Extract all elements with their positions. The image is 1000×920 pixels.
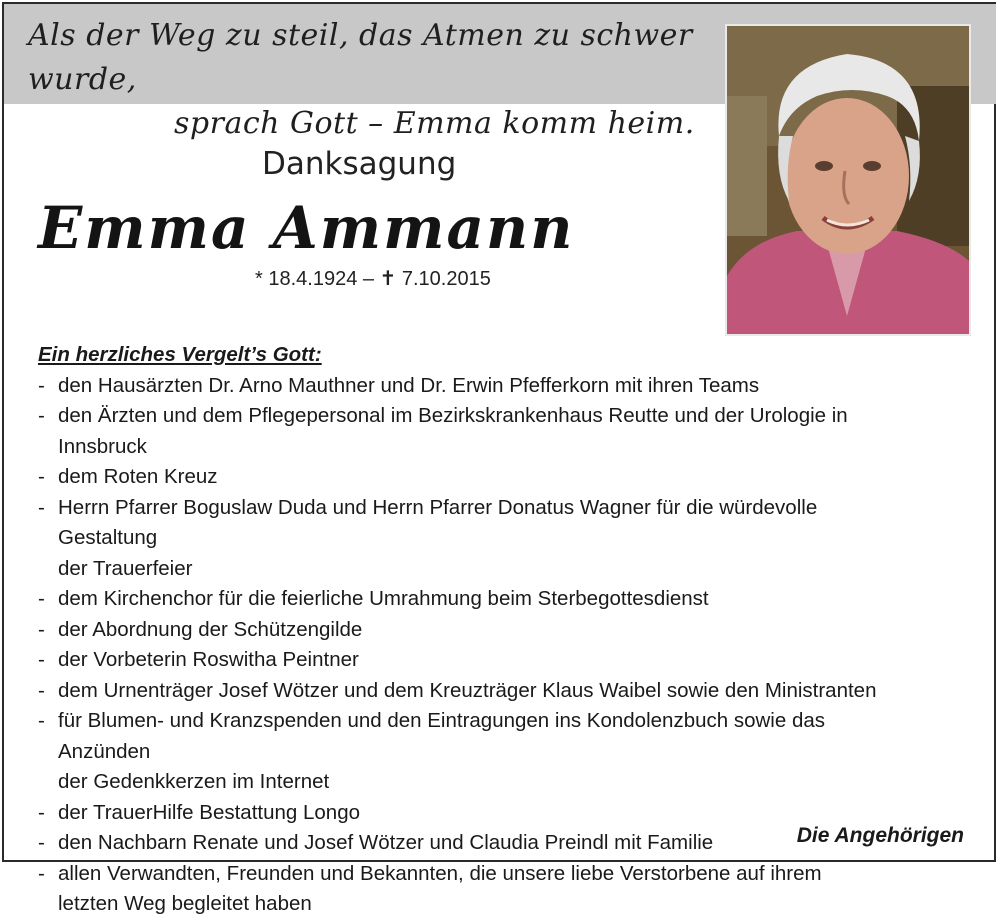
signature: Die Angehörigen <box>796 824 964 847</box>
bullet-dash: - <box>38 831 45 854</box>
list-item-text: allen Verwandten, Freunden und Bekannten, die unsere liebe Verstorbene auf ihrem <box>58 861 822 885</box>
bullet-dash: - <box>38 404 45 427</box>
list-item-text: den Nachbarn Renate und Josef Wötzer und Claudia Preindl mit Familie <box>58 831 714 854</box>
list-item <box>38 645 918 676</box>
list-item-continuation: der Gedenkkerzen im Internet <box>58 770 330 793</box>
portrait-photo <box>725 24 971 336</box>
bullet-dash: - <box>38 617 45 641</box>
bullet-dash: - <box>38 709 45 732</box>
bullet-dash: - <box>38 648 45 671</box>
bullet-dash: - <box>38 495 45 519</box>
quote-line-2: sprach Gott – Emma komm heim. <box>174 106 695 141</box>
list-item <box>38 798 918 829</box>
memorial-quote <box>28 14 708 146</box>
list-item-text: Herrn Pfarrer Boguslaw Duda und Herrn Pfarrer Donatus Wagner für die würdevolle Gestaltung <box>58 495 818 549</box>
list-item-text: der Abordnung der Schützengilde <box>58 617 363 641</box>
bullet-dash: - <box>38 373 45 397</box>
list-item-text: dem Roten Kreuz <box>58 465 218 488</box>
list-item <box>38 401 918 462</box>
bullet-dash: - <box>38 587 45 610</box>
list-item <box>38 584 918 615</box>
list-item-text: dem Kirchenchor für die feierliche Umrahmung beim Sterbegottesdienst <box>58 587 709 610</box>
list-item <box>38 462 918 493</box>
list-item <box>38 706 918 798</box>
list-item <box>38 676 918 707</box>
list-item-text: den Hausärzten Dr. Arno Mauthner und Dr. Erwin Pfefferkorn mit ihren Teams <box>58 373 760 397</box>
bullet-dash: - <box>38 678 45 702</box>
bullet-dash: - <box>38 861 45 885</box>
life-dates: * 18.4.1924 – ✝ 7.10.2015 <box>255 268 491 290</box>
thank-you-heading: Danksagung <box>262 146 457 182</box>
thanks-heading: Ein herzliches Vergelt’s Gott: <box>38 343 322 366</box>
list-item-text: den Ärzten und dem Pflegepersonal im Bezirkskrankenhaus Reutte und der Urologie in Innsbruck <box>58 404 848 458</box>
list-item-text: der TrauerHilfe Bestattung Longo <box>58 800 360 824</box>
list-item-continuation: letzten Weg begleitet haben <box>58 892 312 915</box>
list-item <box>38 615 918 646</box>
list-item <box>38 828 918 859</box>
list-item <box>38 859 918 920</box>
list-item-continuation: der Trauerfeier <box>58 556 193 580</box>
thanks-list <box>38 371 918 920</box>
list-item <box>38 371 918 402</box>
bullet-dash: - <box>38 465 45 488</box>
deceased-name: Emma Ammann <box>38 194 575 262</box>
quote-line-1: Als der Weg zu steil, das Atmen zu schwer wurde, <box>28 18 693 97</box>
list-item <box>38 493 918 585</box>
list-item-text: der Vorbeterin Roswitha Peintner <box>58 648 359 671</box>
bullet-dash: - <box>38 800 45 824</box>
list-item-text: dem Urnenträger Josef Wötzer und dem Kreuzträger Klaus Waibel sowie den Ministranten <box>58 678 877 702</box>
list-item-text: für Blumen- und Kranzspenden und den Eintragungen ins Kondolenzbuch sowie das Anzünden <box>58 709 825 763</box>
thanks-section <box>38 340 918 920</box>
